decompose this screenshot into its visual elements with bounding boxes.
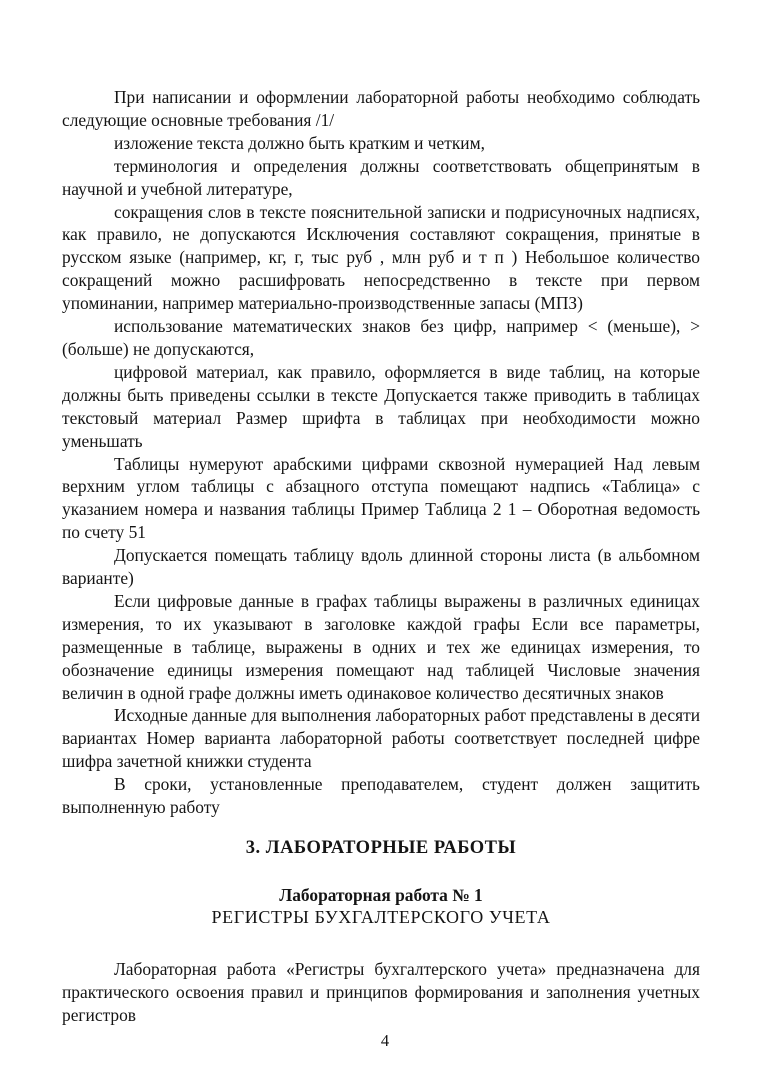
paragraph-requirement-abbreviations: сокращения слов в тексте пояснительной записки и подрисуночных надписях, как правило, не допускаются Исключения составляют сокращения, принятые в русском языке (например, кг, г, тыс руб , млн руб и т п ) Небольшое количество сокращений можно расшифровать непосредственно в тексте при первом упоминании, например материально-производственные запасы (МПЗ) (62, 201, 700, 314)
section-title: 3. ЛАБОРАТОРНЫЕ РАБОТЫ (245, 838, 517, 858)
paragraph-variants: Исходные данные для выполнения лабораторных работ представлены в десяти вариантах Номер варианта лабораторной работы соответствует последней цифре шифра зачетной книжки студента (62, 705, 700, 772)
lab-work-intro: Лабораторная работа «Регистры бухгалтерского учета» предназначена для практического освоения правил и принципов формирования и заполнения учетных регистров (62, 958, 700, 1025)
paragraph-requirements-intro: При написании и оформлении лабораторной работы необходимо соблюдать следующие основные требования /1/ (62, 87, 700, 130)
paragraph-table-orientation: Допускается помещать таблицу вдоль длинной стороны листа (в альбомном варианте) (62, 545, 700, 589)
paragraph-requirement-brevity: изложение текста должно быть кратким и четким, (114, 132, 485, 153)
lab-work-heading: Лабораторная работа № 1 (279, 884, 483, 905)
paragraph-requirement-tables: цифровой материал, как правило, оформляется в виде таблиц, на которые должны быть приведены ссылки в тексте Допускается также приводить в таблицах текстовый материал Размер шрифта в таблицах при необходимости можно уменьшать (62, 361, 700, 451)
paragraph-requirement-terminology: терминология и определения должны соответствовать общепринятым в научной и учебной литературе, (62, 155, 700, 199)
paragraph-requirement-math-signs: использование математических знаков без цифр, например < (меньше), > (больше) не допускаются, (62, 316, 700, 359)
paragraph-table-numbering: Таблицы нумеруют арабскими цифрами сквозной нумерацией Над левым верхним углом таблицы с абзацного отступа помещают надпись «Таблица» с указанием номера и названия таблицы Пример Таблица 2 1 – Оборотная ведомость по счету 51 (62, 453, 700, 543)
paragraph-defense: В сроки, установленные преподавателем, студент должен защитить выполненную работу (62, 774, 700, 818)
page-number: 4 (380, 1031, 390, 1050)
lab-work-title: РЕГИСТРЫ БУХГАЛТЕРСКОГО УЧЕТА (211, 906, 551, 927)
paragraph-table-units: Если цифровые данные в графах таблицы выражены в различных единицах измерения, то их указывают в заголовке каждой графы Если все параметры, размещенные в таблице, выражены в одних и тех же единицах измерения, то обозначение единицы измерения помещают над таблицей Числовые значения величин в одной графе должны иметь одинаковое количество десятичных знаков (62, 590, 700, 703)
